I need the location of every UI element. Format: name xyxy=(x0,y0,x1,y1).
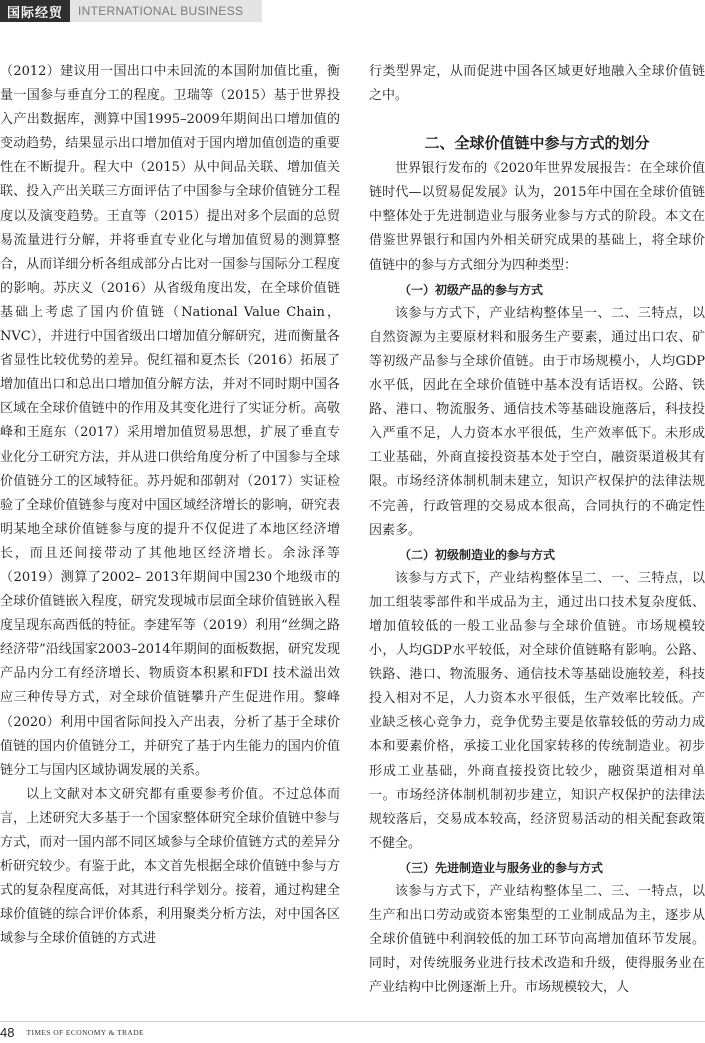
footer-divider xyxy=(0,1021,705,1022)
section-label-en: INTERNATIONAL BUSINESS xyxy=(70,0,262,22)
body-paragraph: 该参与方式下，产业结构整体呈二、一、三特点，以加工组装零部件和半成品为主，通过出口技术复杂度低、增加值较低的一般工业品参与全球价值链。市场规模较小，人均GDP水平较低，对全球价值链略有影响。公路、铁路、港口、物流服务、通信技术等基础设施较差，科技投入相对不足，人力资本水平很低，生产效率比较低。产业缺乏核心竞争力，竞争优势主要是依靠较低的劳动力成本和要素价格，承接工业化国家转移的传统制造业。初步形成工业基础，外商直接投资比较少，融资渠道相对单一。市场经济体制机制初步建立，知识产权保护的法律法规较落后，交易成本较高，经济贸易活动的相关配套政策不健全。 xyxy=(369,570,705,851)
subsection-heading: （一）初级产品的参与方式 xyxy=(399,282,544,297)
right-column xyxy=(369,60,705,1000)
body-paragraph: 以上文献对本文研究都有重要参考价值。不过总体而言，上述研究大多基于一个国家整体研究全球价值链中参与方式，而对一国内部不同区域参与全球价值链方式的差异分析研究较少。有鉴于此，本文首先根据全球价值链中参与方式的复杂程度高低，对其进行科学划分。接着，通过构建全球价值链的综合评价体系，利用聚类分析方法，对中国各区域参与全球价值链的方式进 xyxy=(0,786,340,947)
section-heading: 二、全球价值链中参与方式的划分 xyxy=(424,134,650,153)
body-paragraph: 该参与方式下，产业结构整体呈二、三、一特点，以生产和出口劳动或资本密集型的工业制成品为主，逐步从全球价值链中利润较低的加工环节向高增加值环节发展。同时，对传统服务业进行技术改造和升级，使得服务业在产业结构中比例逐渐上升。市场规模较大，人 xyxy=(369,884,705,996)
page-footer xyxy=(0,1021,705,1043)
page-number: 48 xyxy=(0,1024,15,1040)
running-header xyxy=(0,0,262,22)
section-label-zh: 国际经贸 xyxy=(0,0,70,22)
journal-name: TIMES OF ECONOMY & TRADE xyxy=(26,1027,144,1037)
left-column xyxy=(0,60,340,951)
body-paragraph: （2012）建议用一国出口中未回流的本国附加值比重，衡量一国参与垂直分工的程度。卫瑞等（2015）基于世界投入产出数据库，测算中国1995–2009年期间出口增加值的变动趋势，结果显示出口增加值对于国内增加值创造的重要性在不断提升。程大中（2015）从中间品关联、增加值关联、投入产出关联三方面评估了中国参与全球价值链分工程度以及演变趋势。王直等（2015）提出对多个层面的总贸易流量进行分解，并将垂直专业化与增加值贸易的测算整合，从而详细分析各组成部分占比对一国参与国际分工程度的影响。苏庆义（2016）从省级角度出发，在全球价值链基础上考虑了国内价值链（National Value Chain，NVC），并进行中国省级出口增加值分解研究，进而衡量各省显性比较优势的差异。倪红福和夏杰长（2016）拓展了增加值出口和总出口增加值分解方法，并对不同时期中国各区域在全球价值链中的作用及其变化进行了实证分析。高敬峰和王庭东（2017）采用增加值贸易思想，扩展了垂直专业化分工研究方法，并从进口供给角度分析了中国参与全球价值链分工的区域特征。苏丹妮和邵朝对（2017）实证检验了全球价值链参与度对中国区域经济增长的影响，研究表明某地全球价值链参与度的提升不仅促进了本地区经济增长，而且还间接带动了其他地区经济增长。余泳泽等（2019）测算了2002– 2013年期间中国230个地级市的全球价值链嵌入程度，研究发现城市层面全球价值链嵌入程度呈现东高西低的特征。李建军等（2019）利用“丝绸之路经济带”沿线国家2003–2014年期间的面板数据，研究发现产品内分工有经济增长、物质资本积累和FDI 技术溢出效应三种传导方式，对全球价值链攀升产生促进作用。黎峰（2020）利用中国省际间投入产出表，分析了基于全球价值链的国内价值链分工，并研究了基于内生能力的国内价值链分工与国内区域协调发展的关系。 xyxy=(0,64,340,778)
subsection-heading: （三）先进制造业与服务业的参与方式 xyxy=(399,860,604,875)
body-paragraph-continued: 行类型界定，从而促进中国各区域更好地融入全球价值链之中。 xyxy=(369,64,705,104)
subsection-heading: （二）初级制造业的参与方式 xyxy=(399,547,556,562)
body-paragraph: 世界银行发布的《2020年世界发展报告：在全球价值链时代—以贸易促发展》认为，2015年中国在全球价值链中整体处于先进制造业与服务业参与方式的阶段。本文在借鉴世界银行和国内外相关研究成果的基础上，将全球价值链中的参与方式细分为四种类型： xyxy=(369,161,705,273)
body-paragraph: 该参与方式下，产业结构整体呈一、二、三特点，以自然资源为主要原材料和服务生产要素，通过出口农、矿等初级产品参与全球价值链。由于市场规模小，人均GDP水平低，因此在全球价值链中基本没有话语权。公路、铁路、港口、物流服务、通信技术等基础设施落后，科技投入严重不足，人力资本水平很低，生产效率低下。未形成工业基础，外商直接投资基本处于空白，融资渠道极其有限。市场经济体制机制未建立，知识产权保护的法律法规不完善，行政管理的交易成本很高，合同执行的不确定性因素多。 xyxy=(369,305,705,538)
